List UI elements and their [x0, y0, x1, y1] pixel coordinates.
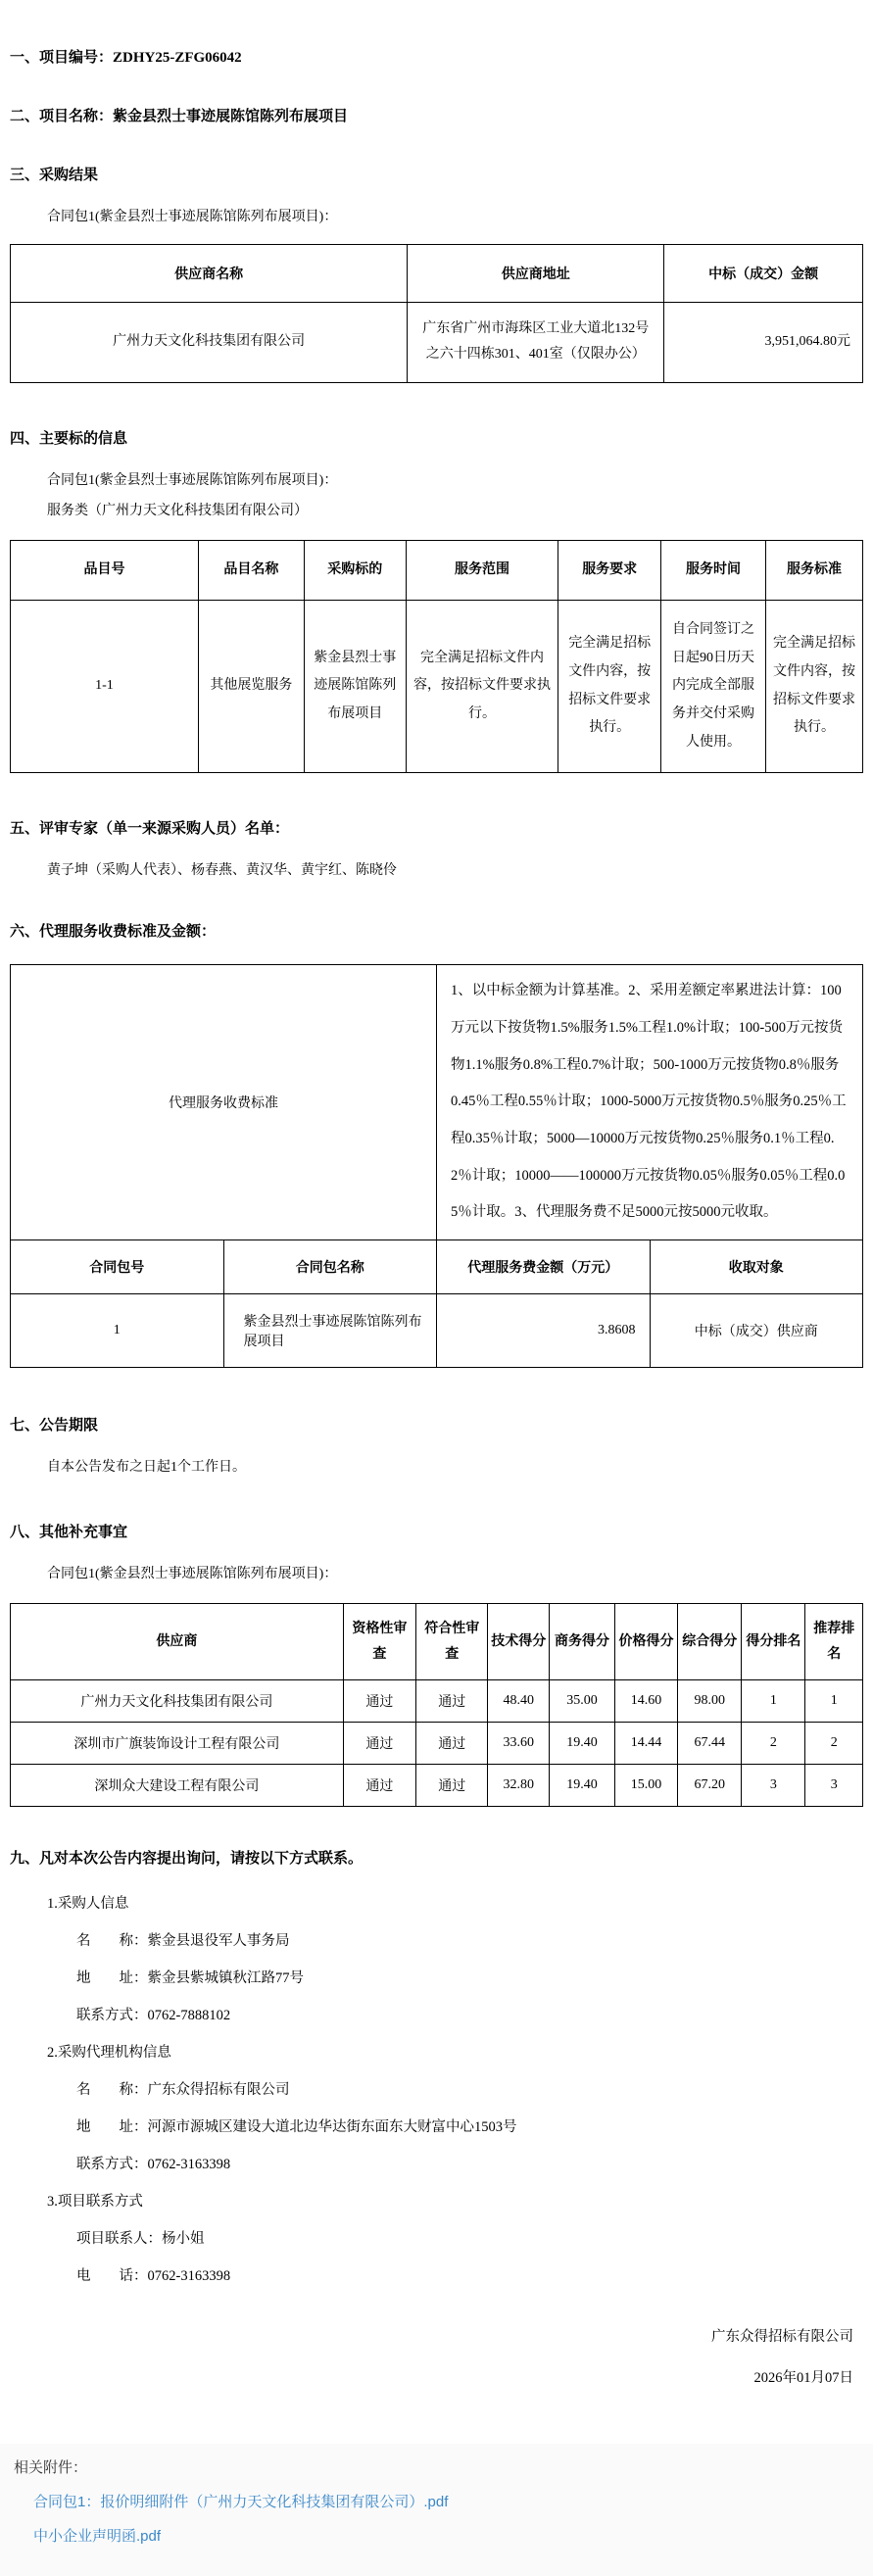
agency-addr-line — [10, 2109, 863, 2146]
score-rank: 1 — [742, 1680, 805, 1723]
result-table-header-row — [11, 244, 863, 302]
result-supplier-address: 广东省广州市海珠区工业大道北132号之六十四栋301、401室（仅限办公） — [408, 302, 664, 382]
score-header-conformity-review: 符合性审查 — [416, 1603, 488, 1680]
score-technical: 48.40 — [488, 1680, 550, 1723]
result-header-award-amount: 中标（成交）金额 — [664, 244, 863, 302]
fee-amount: 3.8608 — [437, 1294, 651, 1368]
score-commercial: 19.40 — [550, 1765, 615, 1807]
purchaser-tel-line — [10, 1997, 863, 2034]
score-total: 98.00 — [678, 1680, 742, 1723]
subject-header-item-no: 品目号 — [11, 540, 199, 600]
attachments-label: 相关附件： — [14, 2459, 88, 2477]
score-rank: 3 — [742, 1765, 805, 1807]
agency-addr-label: 地 址： — [76, 2119, 148, 2136]
score-table-row — [11, 1765, 863, 1807]
agency-name: 广东众得招标有限公司 — [147, 2082, 290, 2099]
fee-header-fee-amount: 代理服务费金额（万元） — [437, 1240, 651, 1294]
score-table-row — [11, 1723, 863, 1765]
section-3-title: 三、采购结果 — [10, 168, 99, 183]
contact-block — [10, 1885, 863, 2295]
score-recommend-rank: 3 — [805, 1765, 863, 1807]
score-recommend-rank: 1 — [805, 1680, 863, 1723]
agency-name-line — [10, 2071, 863, 2109]
score-recommend-rank: 2 — [805, 1723, 863, 1765]
fee-standard-label: 代理服务收费标准 — [11, 965, 437, 1240]
project-tel-label: 电 话： — [76, 2268, 148, 2285]
score-header-technical-score: 技术得分 — [488, 1603, 550, 1680]
section-8-package-line: 合同包1(紫金县烈士事迹展陈馆陈列布展项目)： — [47, 1566, 338, 1581]
subject-header-service-time: 服务时间 — [661, 540, 766, 600]
announcement-period-text: 自本公告发布之日起1个工作日。 — [47, 1460, 246, 1476]
result-header-supplier-address: 供应商地址 — [408, 244, 664, 302]
fee-package-name: 紫金县烈士事迹展陈馆陈列布展项目 — [223, 1294, 437, 1368]
section-7-title: 七、公告期限 — [10, 1418, 99, 1434]
score-price: 14.60 — [614, 1680, 677, 1723]
score-supplier: 广州力天文化科技集团有限公司 — [11, 1680, 344, 1723]
score-price: 14.44 — [614, 1723, 677, 1765]
fee-standard-text: 1、以中标金额为计算基准。2、采用差额定率累进法计算：100万元以下按货物1.5%服务1.5%工程1.0%计取；100-500万元按货物1.1%服务0.8%工程0.7%计取；500-1000万元按货物0.8％服务0.45％工程0.55％计取；1000-5000万元按货物0.5％服务0.25％工程0.35％计取；5000—10000万元按货物0.25％服务0.1％工程0.2％计取；10000——100000万元按货物0.05％服务0.05％工程0.05％计取。3、代理服务费不足5000元按5000元收取。 — [437, 965, 863, 1240]
score-conformity: 通过 — [416, 1765, 488, 1807]
purchaser-heading: 1.采购人信息 — [47, 1896, 129, 1913]
subject-header-item-name: 品目名称 — [198, 540, 304, 600]
score-header-commercial-score: 商务得分 — [550, 1603, 615, 1680]
score-total: 67.44 — [678, 1723, 742, 1765]
score-conformity: 通过 — [416, 1723, 488, 1765]
attachment-link-quotation-pdf[interactable]: 合同包1：报价明细附件（广州力天文化科技集团有限公司）.pdf — [33, 2494, 449, 2511]
score-commercial: 19.40 — [550, 1723, 615, 1765]
subject-service-requirement: 完全满足招标文件内容，按招标文件要求执行。 — [558, 600, 661, 772]
subject-header-procurement-target: 采购标的 — [304, 540, 406, 600]
subject-item-name: 其他展览服务 — [198, 600, 304, 772]
agency-tel: 0762-3163398 — [147, 2157, 231, 2173]
score-qualification: 通过 — [343, 1765, 415, 1807]
score-commercial: 35.00 — [550, 1680, 615, 1723]
subject-item-no: 1-1 — [11, 600, 199, 772]
purchaser-name-label: 名 称： — [76, 1933, 148, 1950]
section-9-title: 九、凡对本次公告内容提出询问，请按以下方式联系。 — [10, 1851, 364, 1868]
purchaser-name: 紫金县退役军人事务局 — [147, 1933, 290, 1950]
score-header-price-score: 价格得分 — [614, 1603, 677, 1680]
subject-table-row — [11, 600, 863, 772]
project-tel-line — [10, 2258, 863, 2295]
score-qualification: 通过 — [343, 1680, 415, 1723]
project-contact-heading: 3.项目联系方式 — [47, 2194, 143, 2211]
score-technical: 33.60 — [488, 1723, 550, 1765]
score-table — [10, 1603, 863, 1808]
subject-header-service-standard: 服务标准 — [766, 540, 863, 600]
agency-heading: 2.采购代理机构信息 — [47, 2045, 171, 2062]
agency-fee-table — [10, 964, 863, 1368]
subject-service-time: 自合同签订之日起90日历天内完成全部服务并交付采购人使用。 — [661, 600, 766, 772]
agency-tel-line — [10, 2146, 863, 2183]
signature-block — [10, 2316, 863, 2399]
section-4-title: 四、主要标的信息 — [10, 430, 128, 447]
section-4-category-line: 服务类（广州力天文化科技集团有限公司） — [47, 503, 308, 518]
subject-procurement-target: 紫金县烈士事迹展陈馆陈列布展项目 — [304, 600, 406, 772]
subject-service-scope: 完全满足招标文件内容，按招标文件要求执行。 — [406, 600, 558, 772]
expert-names: 黄子坤（采购人代表）、杨春燕、黄汉华、黄宇红、陈晓伶 — [47, 863, 397, 879]
section-5-title: 五、评审专家（单一来源采购人员）名单： — [10, 821, 290, 838]
fee-charged-party: 中标（成交）供应商 — [650, 1294, 863, 1368]
fee-header-package-no: 合同包号 — [11, 1240, 224, 1294]
result-table-row — [11, 302, 863, 382]
score-supplier: 深圳市广旗装饰设计工程有限公司 — [11, 1723, 344, 1765]
agency-tel-label: 联系方式： — [76, 2157, 148, 2173]
section-1-project-number: 一、项目编号：ZDHY25-ZFG06042 — [10, 50, 242, 66]
project-tel: 0762-3163398 — [147, 2268, 231, 2285]
score-rank: 2 — [742, 1723, 805, 1765]
subject-header-service-scope: 服务范围 — [406, 540, 558, 600]
score-table-header-row — [11, 1603, 863, 1680]
score-header-score-rank: 得分排名 — [742, 1603, 805, 1680]
score-conformity: 通过 — [416, 1680, 488, 1723]
score-header-total-score: 综合得分 — [678, 1603, 742, 1680]
section-3-package-line: 合同包1(紫金县烈士事迹展陈馆陈列布展项目)： — [47, 210, 338, 224]
purchaser-addr-label: 地 址： — [76, 1970, 148, 1987]
fee-header-charged-party: 收取对象 — [650, 1240, 863, 1294]
signature-org: 广东众得招标有限公司 — [711, 2329, 853, 2346]
score-header-qualification-review: 资格性审查 — [343, 1603, 415, 1680]
subject-table-header-row — [11, 540, 863, 600]
subject-service-standard: 完全满足招标文件内容，按招标文件要求执行。 — [766, 600, 863, 772]
signature-date: 2026年01月07日 — [753, 2370, 853, 2387]
project-contact-line — [10, 2220, 863, 2258]
score-header-recommend-rank: 推荐排名 — [805, 1603, 863, 1680]
section-4-package-line: 合同包1(紫金县烈士事迹展陈馆陈列布展项目)： — [47, 472, 338, 488]
purchaser-tel: 0762-7888102 — [147, 2008, 231, 2024]
score-supplier: 深圳众大建设工程有限公司 — [11, 1765, 344, 1807]
project-contact-label: 项目联系人： — [76, 2231, 162, 2248]
agency-addr: 河源市源城区建设大道北边华达街东面东大财富中心1503号 — [147, 2119, 517, 2136]
agency-name-label: 名 称： — [76, 2082, 148, 2099]
result-award-amount: 3,951,064.80元 — [664, 302, 863, 382]
section-6-title: 六、代理服务收费标准及金额： — [10, 924, 217, 941]
section-8-title: 八、其他补充事宜 — [10, 1524, 128, 1540]
fee-header-package-name: 合同包名称 — [223, 1240, 437, 1294]
subject-matter-table — [10, 540, 863, 774]
score-table-row — [11, 1680, 863, 1723]
section-2-project-name: 二、项目名称：紫金县烈士事迹展陈馆陈列布展项目 — [10, 109, 349, 124]
result-table — [10, 244, 863, 383]
score-total: 67.20 — [678, 1765, 742, 1807]
fee-package-no: 1 — [11, 1294, 224, 1368]
purchaser-addr-line — [10, 1960, 863, 1997]
attachments-section — [0, 2444, 873, 2576]
score-technical: 32.80 — [488, 1765, 550, 1807]
fee-standard-row — [11, 965, 863, 1240]
purchaser-name-line — [10, 1922, 863, 1960]
purchaser-addr: 紫金县紫城镇秋江路77号 — [147, 1970, 304, 1987]
score-price: 15.00 — [614, 1765, 677, 1807]
attachment-link-sme-declaration-pdf[interactable]: 中小企业声明函.pdf — [33, 2528, 162, 2546]
score-qualification: 通过 — [343, 1723, 415, 1765]
project-contact: 杨小姐 — [162, 2231, 205, 2248]
subject-header-service-requirement: 服务要求 — [558, 540, 661, 600]
score-header-supplier: 供应商 — [11, 1603, 344, 1680]
purchaser-tel-label: 联系方式： — [76, 2008, 148, 2024]
result-header-supplier-name: 供应商名称 — [11, 244, 408, 302]
result-supplier-name: 广州力天文化科技集团有限公司 — [11, 302, 408, 382]
fee-table-header-row — [11, 1240, 863, 1294]
fee-table-row — [11, 1294, 863, 1368]
